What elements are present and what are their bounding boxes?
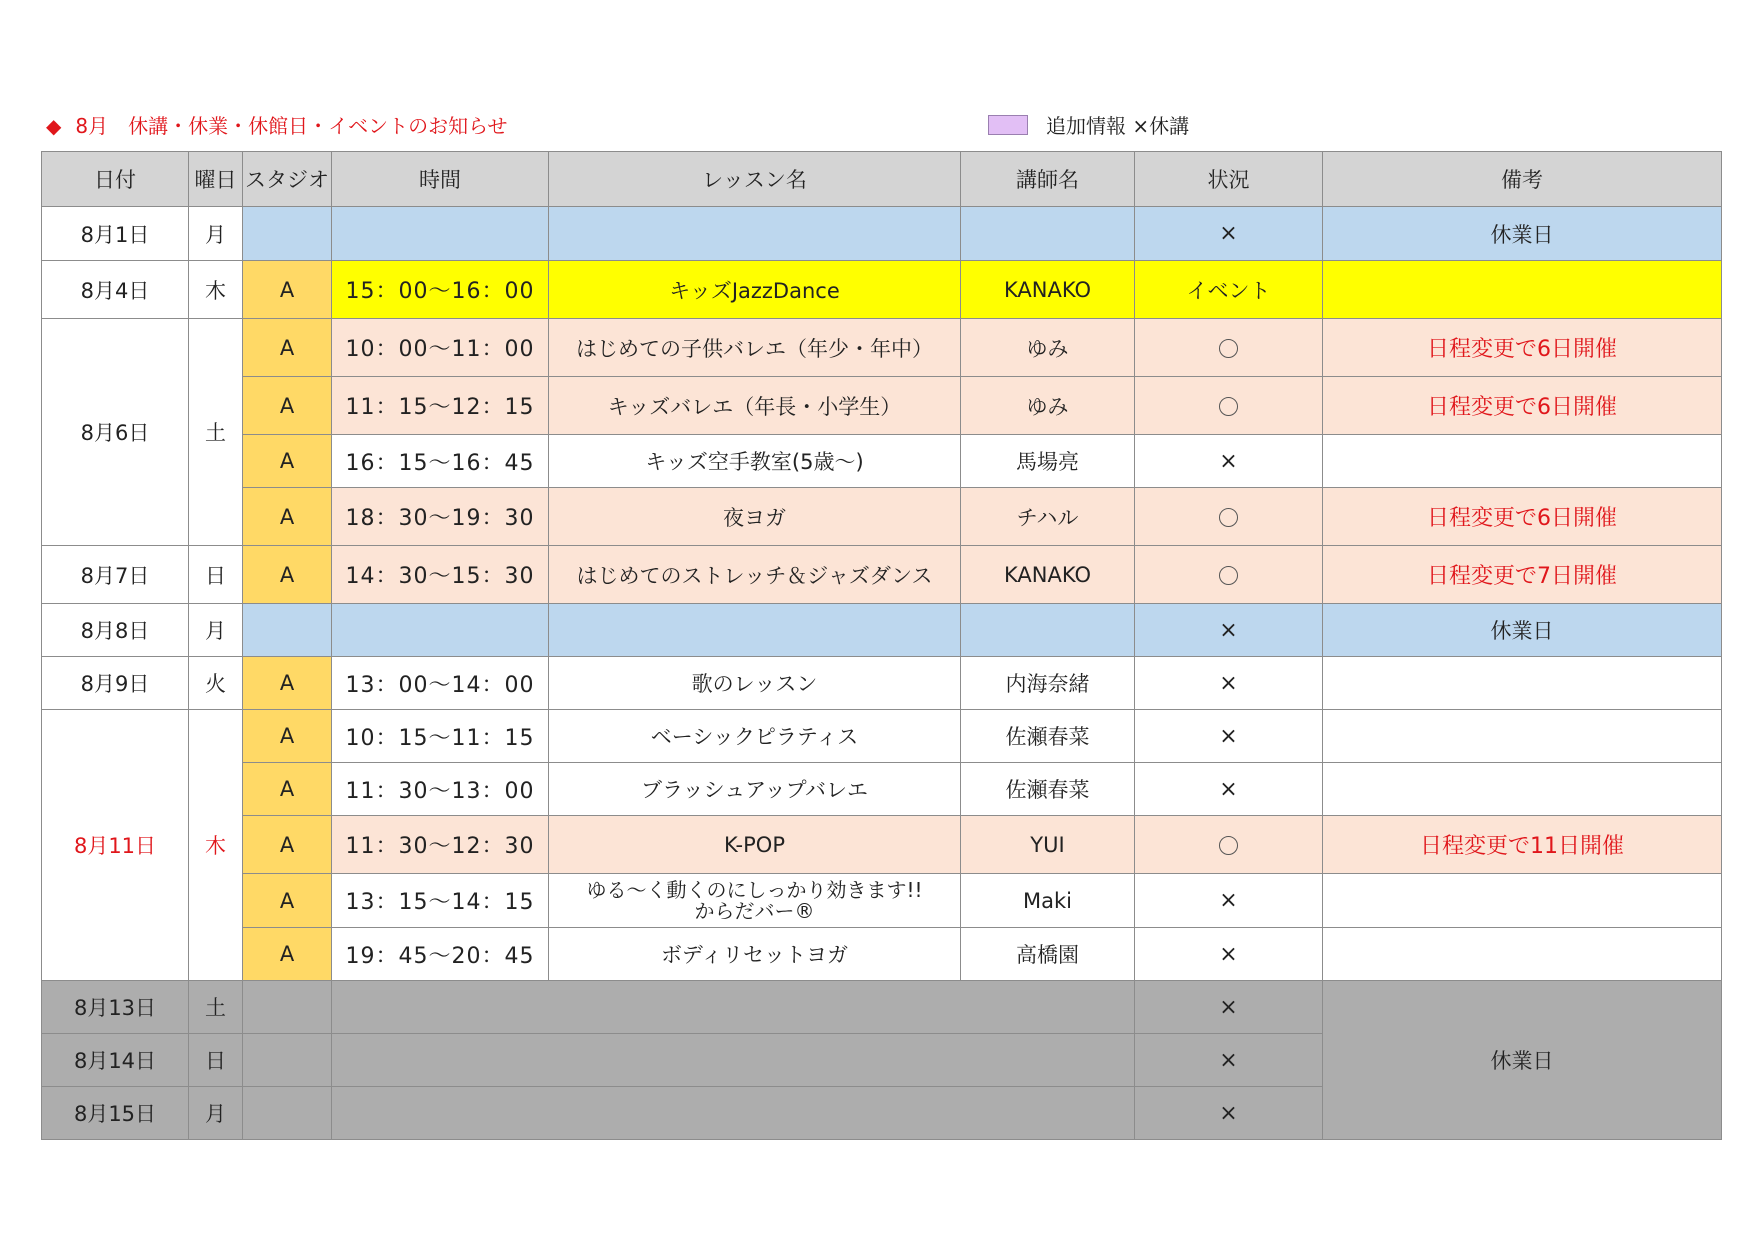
col-studio: スタジオ bbox=[243, 152, 332, 207]
instructor-cell: Maki bbox=[961, 874, 1135, 928]
table-row bbox=[42, 816, 1722, 874]
status-cell bbox=[1135, 319, 1323, 377]
date-cell: 8月7日 bbox=[42, 546, 189, 604]
date-cell: 8月9日 bbox=[42, 657, 189, 710]
closed-span-cell bbox=[332, 1034, 1135, 1087]
date-cell: 8月14日 bbox=[42, 1034, 189, 1087]
diamond-icon: ◆ bbox=[46, 114, 62, 138]
col-remark: 備考 bbox=[1323, 152, 1722, 207]
remark-cell bbox=[1323, 763, 1722, 816]
time-cell bbox=[332, 604, 549, 657]
status-cell: × bbox=[1135, 657, 1323, 710]
col-lesson: レッスン名 bbox=[549, 152, 961, 207]
day-cell: 木 bbox=[189, 710, 243, 981]
title-text: 8月 休講・休業・休館日・イベントのお知らせ bbox=[75, 114, 508, 138]
time-cell: 13：00～14：00 bbox=[332, 657, 549, 710]
time-cell: 11：15～12：15 bbox=[332, 377, 549, 435]
col-time: 時間 bbox=[332, 152, 549, 207]
lesson-cell: キッズJazzDance bbox=[549, 261, 961, 319]
studio-cell bbox=[243, 207, 332, 261]
status-cell bbox=[1135, 816, 1323, 874]
day-cell: 火 bbox=[189, 657, 243, 710]
studio-cell: A bbox=[243, 488, 332, 546]
status-cell: × bbox=[1135, 207, 1323, 261]
instructor-cell: KANAKO bbox=[961, 546, 1135, 604]
circle-icon bbox=[1219, 508, 1238, 527]
date-cell: 8月13日 bbox=[42, 981, 189, 1034]
day-cell: 土 bbox=[189, 981, 243, 1034]
day-cell: 土 bbox=[189, 319, 243, 546]
time-cell: 15：00～16：00 bbox=[332, 261, 549, 319]
instructor-cell: ゆみ bbox=[961, 377, 1135, 435]
remark-cell bbox=[1323, 657, 1722, 710]
time-cell: 10：15～11：15 bbox=[332, 710, 549, 763]
time-cell bbox=[332, 207, 549, 261]
legend bbox=[988, 110, 1189, 139]
col-date: 日付 bbox=[42, 152, 189, 207]
studio-cell: A bbox=[243, 763, 332, 816]
studio-cell bbox=[243, 1087, 332, 1140]
remark-cell bbox=[1323, 261, 1722, 319]
day-cell: 月 bbox=[189, 1087, 243, 1140]
lesson-cell: ボディリセットヨガ bbox=[549, 928, 961, 981]
studio-cell: A bbox=[243, 928, 332, 981]
studio-cell bbox=[243, 1034, 332, 1087]
instructor-cell: 高橋園 bbox=[961, 928, 1135, 981]
table-row bbox=[42, 435, 1722, 488]
remark-cell: 日程変更で7日開催 bbox=[1323, 546, 1722, 604]
table-row bbox=[42, 763, 1722, 816]
day-cell: 木 bbox=[189, 261, 243, 319]
remark-cell bbox=[1323, 435, 1722, 488]
lesson-cell: K-POP bbox=[549, 816, 961, 874]
legend-swatch bbox=[988, 115, 1028, 135]
instructor-cell: 馬場亮 bbox=[961, 435, 1135, 488]
studio-cell: A bbox=[243, 710, 332, 763]
date-cell: 8月4日 bbox=[42, 261, 189, 319]
status-cell: × bbox=[1135, 874, 1323, 928]
status-cell: × bbox=[1135, 604, 1323, 657]
lesson-line-2: からだバー® bbox=[694, 898, 815, 923]
instructor-cell bbox=[961, 207, 1135, 261]
studio-cell: A bbox=[243, 546, 332, 604]
lesson-cell: ベーシックピラティス bbox=[549, 710, 961, 763]
studio-cell: A bbox=[243, 874, 332, 928]
col-instructor: 講師名 bbox=[961, 152, 1135, 207]
lesson-cell: はじめてのストレッチ＆ジャズダンス bbox=[549, 546, 961, 604]
instructor-cell: KANAKO bbox=[961, 261, 1135, 319]
status-cell bbox=[1135, 546, 1323, 604]
lesson-cell: 夜ヨガ bbox=[549, 488, 961, 546]
closed-span-cell bbox=[332, 1087, 1135, 1140]
remark-cell: 日程変更で6日開催 bbox=[1323, 319, 1722, 377]
day-cell: 月 bbox=[189, 604, 243, 657]
instructor-cell: チハル bbox=[961, 488, 1135, 546]
remark-cell: 休業日 bbox=[1323, 207, 1722, 261]
status-cell: イベント bbox=[1135, 261, 1323, 319]
remark-cell: 休業日 bbox=[1323, 981, 1722, 1140]
remark-cell: 休業日 bbox=[1323, 604, 1722, 657]
legend-label: 追加情報 ×休講 bbox=[1046, 114, 1190, 138]
table-row bbox=[42, 546, 1722, 604]
lesson-cell: 歌のレッスン bbox=[549, 657, 961, 710]
schedule-table bbox=[41, 151, 1722, 1140]
remark-cell: 日程変更で6日開催 bbox=[1323, 488, 1722, 546]
studio-cell bbox=[243, 981, 332, 1034]
time-cell: 18：30～19：30 bbox=[332, 488, 549, 546]
day-cell: 日 bbox=[189, 1034, 243, 1087]
status-cell bbox=[1135, 488, 1323, 546]
day-cell: 日 bbox=[189, 546, 243, 604]
time-cell: 13：15～14：15 bbox=[332, 874, 549, 928]
date-cell: 8月1日 bbox=[42, 207, 189, 261]
lesson-cell: キッズ空手教室(5歳～) bbox=[549, 435, 961, 488]
table-row bbox=[42, 710, 1722, 763]
studio-cell: A bbox=[243, 435, 332, 488]
circle-icon bbox=[1219, 566, 1238, 585]
time-cell: 10：00～11：00 bbox=[332, 319, 549, 377]
instructor-cell: 内海奈緒 bbox=[961, 657, 1135, 710]
remark-cell bbox=[1323, 928, 1722, 981]
instructor-cell: 佐瀬春菜 bbox=[961, 763, 1135, 816]
date-cell: 8月8日 bbox=[42, 604, 189, 657]
status-cell: × bbox=[1135, 1087, 1323, 1140]
time-cell: 16：15～16：45 bbox=[332, 435, 549, 488]
lesson-cell: キッズバレエ（年長・小学生） bbox=[549, 377, 961, 435]
studio-cell bbox=[243, 604, 332, 657]
instructor-cell: YUI bbox=[961, 816, 1135, 874]
time-cell: 11：30～12：30 bbox=[332, 816, 549, 874]
instructor-cell: 佐瀬春菜 bbox=[961, 710, 1135, 763]
circle-icon bbox=[1219, 397, 1238, 416]
remark-cell bbox=[1323, 874, 1722, 928]
table-row bbox=[42, 874, 1722, 928]
lesson-cell bbox=[549, 207, 961, 261]
time-cell: 14：30～15：30 bbox=[332, 546, 549, 604]
page-title bbox=[46, 110, 508, 139]
table-row bbox=[42, 928, 1722, 981]
day-cell: 月 bbox=[189, 207, 243, 261]
header-row bbox=[42, 152, 1722, 207]
table-row bbox=[42, 261, 1722, 319]
remark-cell bbox=[1323, 710, 1722, 763]
table-row bbox=[42, 377, 1722, 435]
instructor-cell: ゆみ bbox=[961, 319, 1135, 377]
remark-cell: 日程変更で11日開催 bbox=[1323, 816, 1722, 874]
status-cell: × bbox=[1135, 763, 1323, 816]
time-cell: 11：30～13：00 bbox=[332, 763, 549, 816]
instructor-cell bbox=[961, 604, 1135, 657]
status-cell bbox=[1135, 377, 1323, 435]
circle-icon bbox=[1219, 836, 1238, 855]
lesson-cell: はじめての子供バレエ（年少・年中） bbox=[549, 319, 961, 377]
status-cell: × bbox=[1135, 435, 1323, 488]
studio-cell: A bbox=[243, 816, 332, 874]
closed-span-cell bbox=[332, 981, 1135, 1034]
circle-icon bbox=[1219, 339, 1238, 358]
table-row bbox=[42, 488, 1722, 546]
status-cell: × bbox=[1135, 928, 1323, 981]
studio-cell: A bbox=[243, 261, 332, 319]
lesson-cell: ブラッシュアップバレエ bbox=[549, 763, 961, 816]
lesson-cell bbox=[549, 604, 961, 657]
date-cell: 8月15日 bbox=[42, 1087, 189, 1140]
status-cell: × bbox=[1135, 1034, 1323, 1087]
remark-cell: 日程変更で6日開催 bbox=[1323, 377, 1722, 435]
date-cell: 8月6日 bbox=[42, 319, 189, 546]
col-day: 曜日 bbox=[189, 152, 243, 207]
table-row bbox=[42, 207, 1722, 261]
table-row bbox=[42, 981, 1722, 1034]
col-status: 状況 bbox=[1135, 152, 1323, 207]
date-cell: 8月11日 bbox=[42, 710, 189, 981]
status-cell: × bbox=[1135, 981, 1323, 1034]
table-row bbox=[42, 319, 1722, 377]
lesson-line-1: ゆる～く動くのにしっかり効きます!! bbox=[586, 877, 923, 902]
studio-cell: A bbox=[243, 657, 332, 710]
table-row bbox=[42, 604, 1722, 657]
time-cell: 19：45～20：45 bbox=[332, 928, 549, 981]
studio-cell: A bbox=[243, 377, 332, 435]
table-row bbox=[42, 657, 1722, 710]
studio-cell: A bbox=[243, 319, 332, 377]
status-cell: × bbox=[1135, 710, 1323, 763]
lesson-cell bbox=[549, 874, 961, 928]
